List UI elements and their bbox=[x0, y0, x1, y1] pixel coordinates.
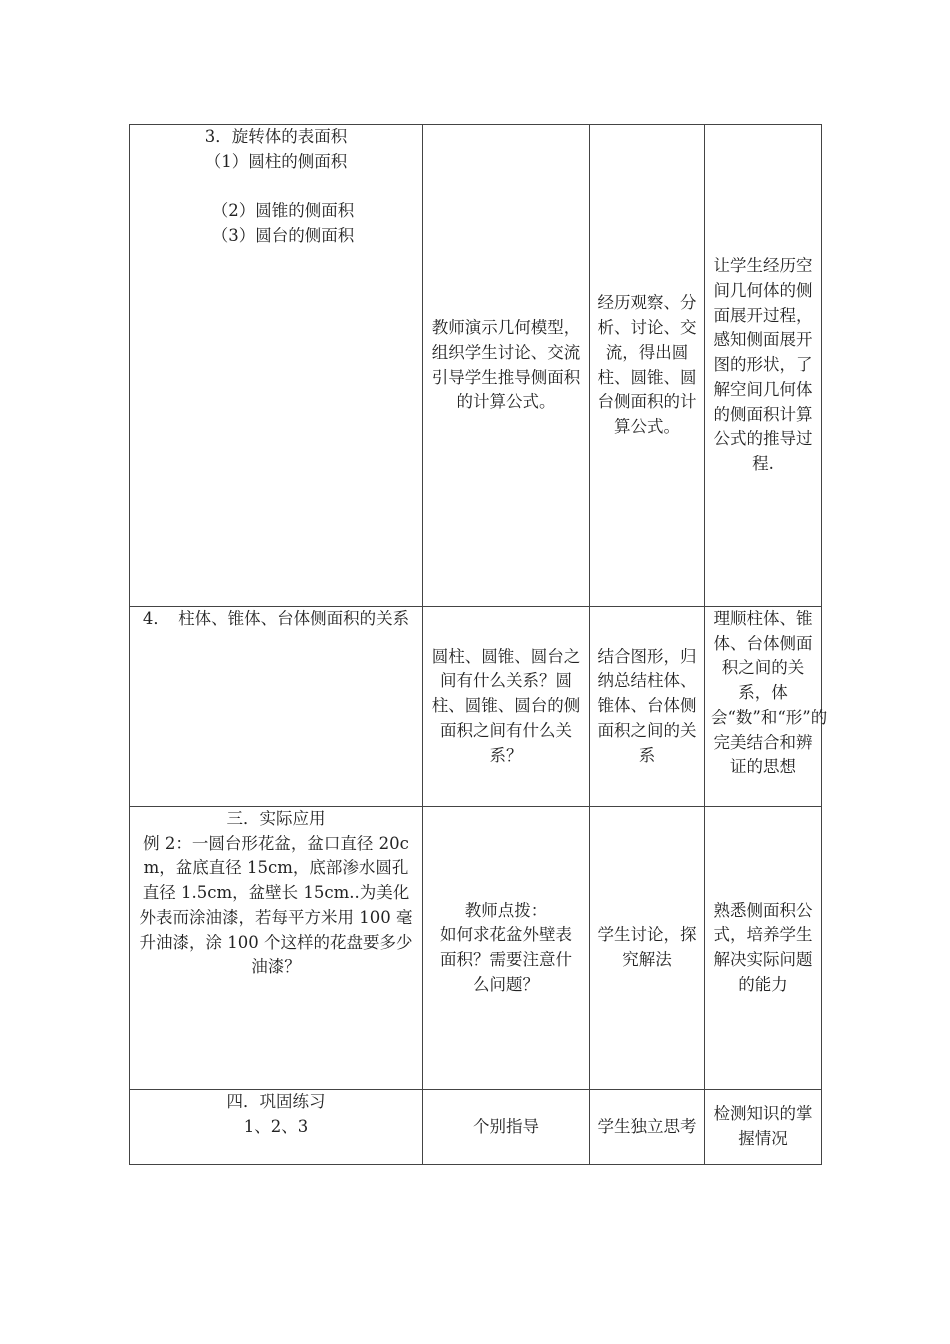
content-cell bbox=[130, 807, 423, 1090]
table-row bbox=[130, 1090, 822, 1165]
lesson-plan-table bbox=[129, 124, 828, 1165]
exercise-list: 1、2、3 bbox=[243, 1116, 309, 1136]
blank-line bbox=[132, 174, 420, 199]
design-intent-text: 理顺柱体、锥体、台体侧面积之间的关系，体会“数”和“形”的完美结合和辨证的思想 bbox=[711, 609, 828, 777]
teacher-activity-text: 引导学生推导侧面积的计算公式。 bbox=[431, 367, 581, 412]
section-heading: 3．旋转体的表面积 bbox=[204, 127, 348, 146]
student-activity-cell bbox=[590, 607, 705, 807]
student-activity-text: 经历观察、分析、讨论、交流，得出圆柱、圆锥、圆台侧面积的计算公式。 bbox=[597, 293, 697, 436]
table-row bbox=[130, 807, 822, 1090]
subsection-item: （1）圆柱的侧面积 bbox=[204, 151, 348, 171]
design-intent-text: 让学生经历空间几何体的侧面展开过程，感知侧面展开图的形状，了解空间几何体的侧面积计算公式的推导过程. bbox=[713, 256, 813, 473]
content-cell bbox=[130, 607, 423, 807]
section-heading: 4． 柱体、锥体、台体侧面积的关系 bbox=[142, 609, 410, 628]
teacher-activity-text: 个别指导 bbox=[473, 1116, 539, 1136]
content-cell bbox=[130, 125, 423, 607]
design-intent-cell bbox=[705, 1090, 822, 1165]
design-intent-cell bbox=[705, 125, 822, 607]
table-row bbox=[130, 607, 822, 807]
student-activity-text: 学生讨论，探究解法 bbox=[597, 925, 697, 969]
design-intent-text: 熟悉侧面积公式，培养学生解决实际问题的能力 bbox=[713, 900, 813, 994]
teacher-activity-text: 教师点拨： bbox=[464, 900, 548, 920]
teacher-activity-text: 如何求花盆外壁表面积？需要注意什么问题？ bbox=[440, 925, 572, 994]
teacher-activity-text: 圆柱、圆锥、圆台之间有什么关系？圆柱、圆锥、圆台的侧面积之间有什么关系？ bbox=[431, 646, 581, 765]
subsection-item: （2）圆锥的侧面积 bbox=[211, 201, 355, 221]
table-row bbox=[130, 125, 822, 607]
student-activity-cell bbox=[590, 1090, 705, 1165]
section-heading: 三．实际应用 bbox=[226, 809, 326, 828]
design-intent-text: 检测知识的掌握情况 bbox=[713, 1104, 813, 1148]
section-heading: 四．巩固练习 bbox=[226, 1092, 326, 1111]
student-activity-cell bbox=[590, 807, 705, 1090]
design-intent-cell bbox=[705, 807, 822, 1090]
example-text: 例 2：一圆台形花盆，盆口直径 20cm，盆底直径 15cm，底部渗水圆孔直径 1.5cm，盆壁长 15cm..为美化外表而涂油漆，若每平方米用 100 毫升油漆，涂 100 个这样的花盘要多少油漆？ bbox=[139, 833, 413, 977]
student-activity-text: 结合图形，归纳总结柱体、锥体、台体侧面积之间的关系 bbox=[597, 646, 697, 765]
teacher-activity-cell bbox=[423, 807, 590, 1090]
teacher-activity-cell bbox=[423, 125, 590, 607]
teacher-activity-cell bbox=[423, 607, 590, 807]
teacher-activity-cell bbox=[423, 1090, 590, 1165]
student-activity-text: 学生独立思考 bbox=[597, 1116, 697, 1136]
teacher-activity-text: 教师演示几何模型， bbox=[431, 318, 581, 338]
teacher-activity-text: 组织学生讨论、交流 bbox=[431, 342, 581, 362]
subsection-item: （3）圆台的侧面积 bbox=[211, 225, 355, 245]
student-activity-cell bbox=[590, 125, 705, 607]
content-cell bbox=[130, 1090, 423, 1165]
design-intent-cell bbox=[705, 607, 828, 807]
